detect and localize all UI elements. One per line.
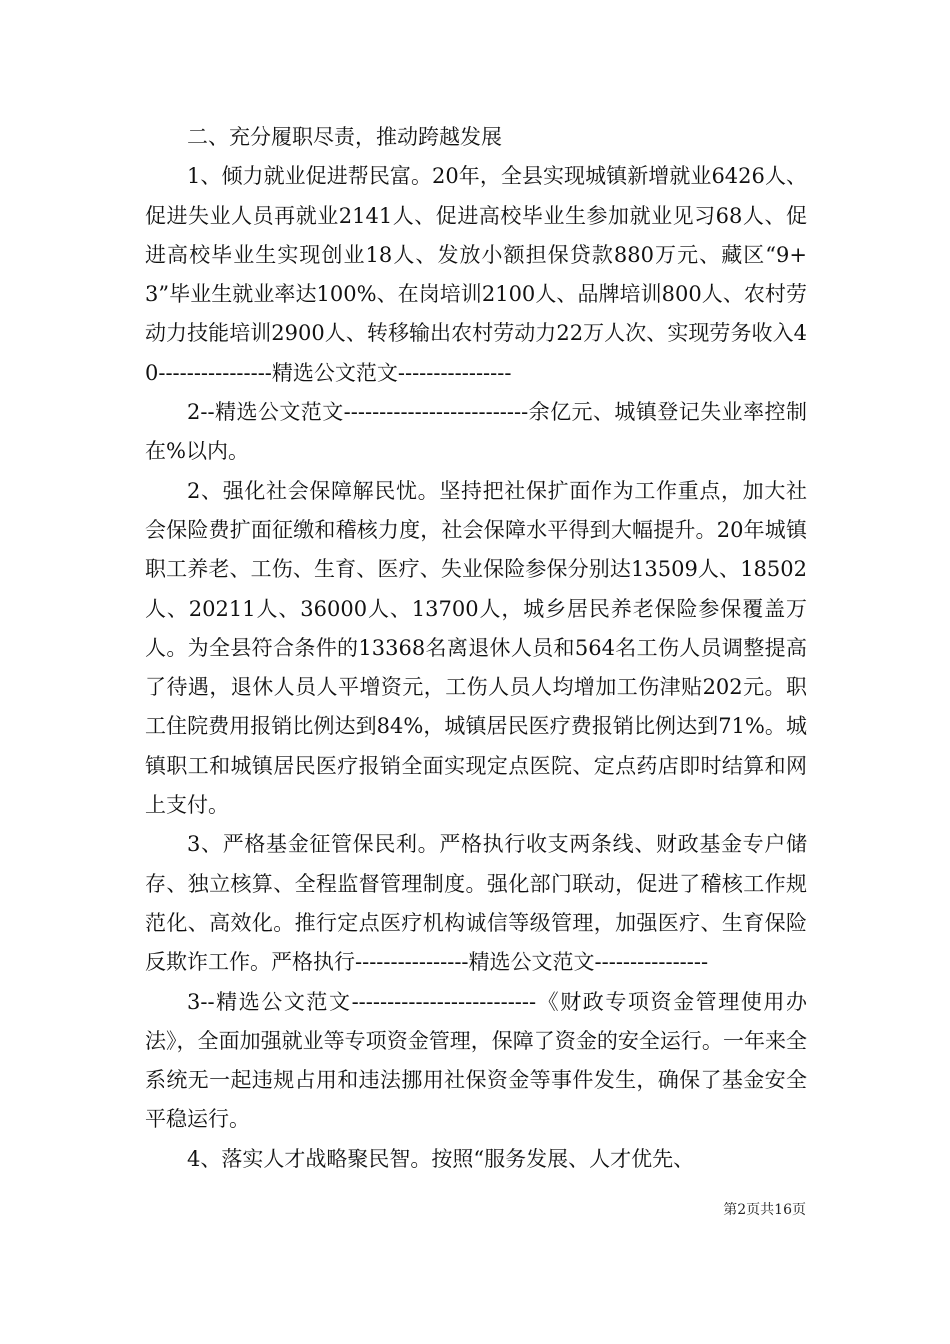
paragraph-fund-management-continued: 3--精选公文范文--------------------------《财政专项资金管理使用办法》，全面加强就业等专项资金管理，保障了资金的安全运行。一年来全系统无一起违规占用和违法挪用社保资金等事件发生，确保了基金安全平稳运行。 [145,989,807,1132]
paragraph-talent-strategy: 4、落实人才战略聚民智。按照“服务发展、人才优先、 [187,1146,695,1171]
document-body [145,118,807,1179]
section-heading: 二、充分履职尽责，推动跨越发展 [187,125,502,149]
paragraph-employment: 1、倾力就业促进帮民富。20年，全县实现城镇新增就业6426人、促进失业人员再就业2141人、促进高校毕业生参加就业见习68人、促进高校毕业生实现创业18人、发放小额担保贷款880万元、藏区“9+3”毕业生就业率达100%、在岗培训2100人、品牌培训800人、农村劳动力技能培训2900人、转移输出农村劳动力22万人次、实现劳务收入40----------------精选公文范文---------------- [145,164,807,385]
paragraph-fund-management: 3、严格基金征管保民利。严格执行收支两条线、财政基金专户储存、独立核算、全程监督管理制度。强化部门联动，促进了稽核工作规范化、高效化。推行定点医疗机构诚信等级管理，加强医疗、生育保险反欺诈工作。严格执行----------------精选公文范文---------------- [145,832,807,975]
paragraph-employment-continued: 2--精选公文范文--------------------------余亿元、城镇登记失业率控制在%以内。 [145,400,807,464]
paragraph-social-security: 2、强化社会保障解民忧。坚持把社保扩面作为工作重点，加大社会保险费扩面征缴和稽核力度，社会保障水平得到大幅提升。20年城镇职工养老、工伤、生育、医疗、失业保险参保分别达13509人、18502人、20211人、36000人、13700人，城乡居民养老保险参保覆盖万人。为全县符合条件的13368名离退休人员和564名工伤人员调整提高了待遇，退休人员人平增资元，工伤人员人均增加工伤津贴202元。职工住院费用报销比例达到84%，城镇居民医疗费报销比例达到71%。城镇职工和城镇居民医疗报销全面实现定点医院、定点药店即时结算和网上支付。 [145,478,807,818]
page-number-footer: 第2页共16页 [723,1202,806,1218]
